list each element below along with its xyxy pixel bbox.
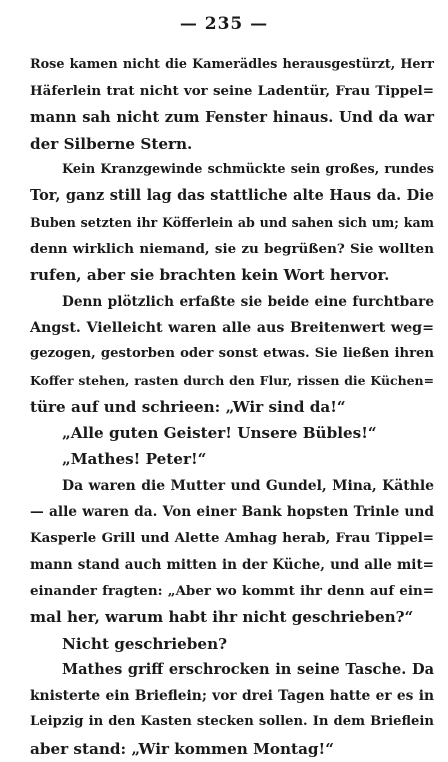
text-line: der Silberne Stern.: [30, 134, 193, 153]
page-number-header: — 235 —: [179, 14, 269, 34]
text-line: Kasperle Grill und Alette Amhag herab, Frau Tippel=: [30, 530, 434, 547]
text-line: türe auf und schrieen: „Wir sind da!“: [30, 397, 346, 416]
text-line: Kein Kranzgewinde schmückte sein großes, rundes: [62, 162, 434, 178]
text-line: mann sah nicht zum Fenster hinaus. Und da war: [30, 108, 434, 126]
text-line: knisterte ein Brieflein; vor drei Tagen hatte er es in: [30, 688, 434, 705]
text-line: Buben setzten ihr Köfferlein ab und sahen sich um; kam: [30, 214, 434, 230]
text-line: Nicht geschrieben?: [62, 634, 228, 653]
text-line: „Mathes! Peter!“: [62, 450, 207, 469]
text-line: Mathes griff erschrocken in seine Tasche. Da: [62, 660, 434, 678]
text-line: Denn plötzlich erfaßte sie beide eine furchtbare: [62, 293, 434, 310]
text-line: Angst. Vielleicht waren alle aus Breitenwert weg=: [30, 319, 434, 336]
text-line: rufen, aber sie brachten kein Wort hervor.: [30, 266, 390, 285]
text-line: Da waren die Mutter und Gundel, Mina, Käthle: [62, 477, 434, 494]
text-line: Rose kamen nicht die Kamerädles herausgestürzt, Herr: [30, 57, 434, 72]
text-line: denn wirklich niemand, sie zu begrüßen? Sie wollten: [30, 241, 434, 258]
text-line: — alle waren da. Von einer Bank hopsten Trinle und: [30, 504, 434, 521]
body-text: [30, 52, 434, 762]
text-line: Häferlein trat nicht vor seine Ladentür, Frau Tippel=: [30, 83, 434, 100]
text-line: „Alle guten Geister! Unsere Bübles!“: [62, 424, 377, 443]
text-line: mal her, warum habt ihr nicht geschrieben?“: [30, 608, 414, 627]
text-line: einander fragten: „Aber wo kommt ihr denn auf ein=: [30, 582, 434, 599]
text-line: Koffer stehen, rasten durch den Flur, rissen die Küchen=: [30, 372, 434, 388]
text-line: mann stand auch mitten in der Küche, und alle mit=: [30, 556, 434, 573]
text-line: gezogen, gestorben oder sonst etwas. Sie ließen ihren: [30, 346, 434, 362]
text-line: Leipzig in den Kasten stecken sollen. In dem Brieflein: [30, 714, 434, 730]
text-line: Tor, ganz still lag das stattliche alte Haus da. Die: [30, 187, 434, 205]
text-line: aber stand: „Wir kommen Montag!“: [30, 739, 334, 758]
